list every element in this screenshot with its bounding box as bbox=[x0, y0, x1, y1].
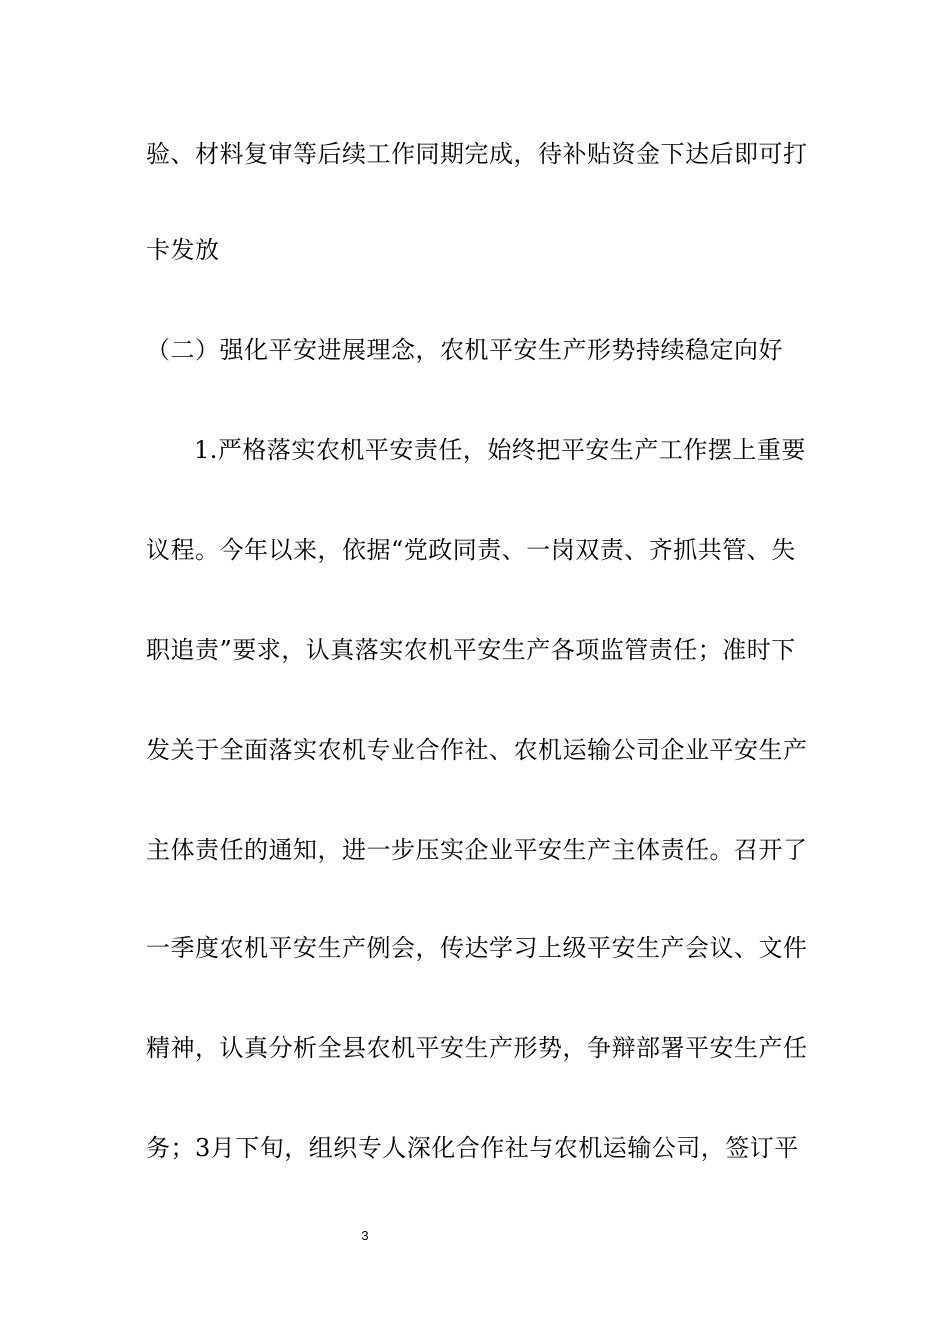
text-line-5: 议程。今年以来，依据“党政同责、一岗双责、齐抓共管、失 bbox=[146, 536, 796, 564]
text-line-11: 务；3月下旬，组织专人深化合作社与农机运输公司，签订平 bbox=[146, 1134, 799, 1162]
section-heading: （二）强化平安进展理念，农机平安生产形势持续稳定向好 bbox=[146, 336, 783, 364]
text-line-1: 验、材料复审等后续工作同期完成，待补贴资金下达后即可打 bbox=[146, 140, 808, 168]
text-line-2: 卡发放 bbox=[146, 236, 220, 264]
page-number: 3 bbox=[361, 1228, 369, 1243]
text-line-10: 精神，认真分析全县农机平安生产形势，争辩部署平安生产任 bbox=[146, 1034, 808, 1062]
text-line-6: 职追责”要求，认真落实农机平安生产各项监管责任；准时下 bbox=[146, 636, 796, 664]
text-line-9: 一季度农机平安生产例会，传达学习上级平安生产会议、文件 bbox=[146, 934, 808, 962]
text-line-7: 发关于全面落实农机专业合作社、农机运输公司企业平安生产 bbox=[146, 736, 808, 764]
paragraph-first-line: 1.严格落实农机平安责任，始终把平安生产工作摆上重要 bbox=[194, 436, 806, 464]
text-line-8: 主体责任的通知，进一步压实企业平安生产主体责任。召开了 bbox=[146, 836, 808, 864]
